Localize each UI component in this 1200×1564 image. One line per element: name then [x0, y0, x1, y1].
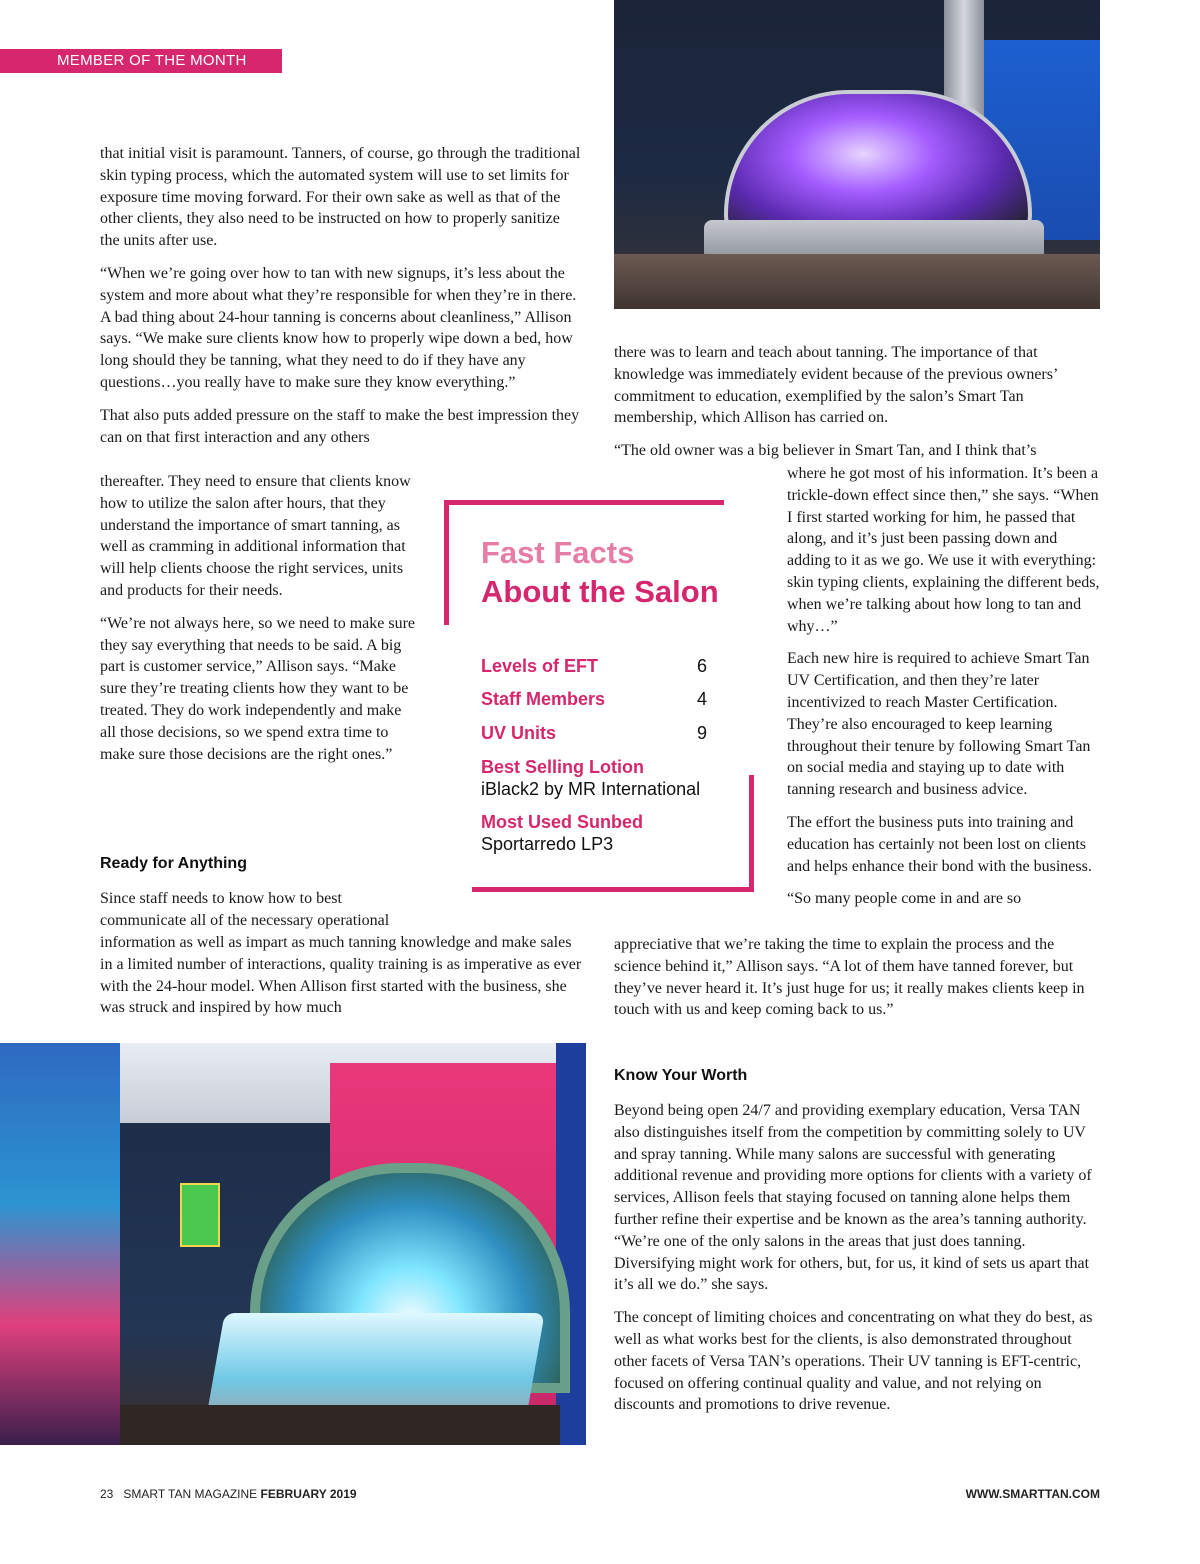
fast-facts-border-top [444, 500, 724, 505]
fact-label: Best Selling Lotion [481, 757, 645, 777]
page-number: 23 [100, 1487, 114, 1501]
fast-facts-title-line2: About the Salon [481, 574, 719, 609]
body-paragraph: appreciative that we’re taking the time to explain the process and the science behind it,” Allison says. “A lot of them have tanned forever, but they’ve never heard it. It’s just huge for us; it really makes clients keep in touch with us and keep coming back to us.” [614, 936, 1085, 1019]
right-column-bottom [614, 1100, 1100, 1427]
fact-label: Levels of EFT [481, 656, 599, 676]
fact-value: 6 [696, 656, 707, 676]
fact-most-used-sunbed [481, 811, 643, 855]
fast-facts-border-left [444, 500, 449, 625]
body-paragraph: “When we’re going over how to tan with new signups, it’s less about the system and more about what they’re responsible for when they’re in there. A bad thing about 24-hour tanning is concerns about cleanliness,” Allison says. “We make sure clients know how to properly wipe down a bed, how long should they be tanning, what they need to do if they have any questions…you really have to make sure they know everything.” [100, 264, 577, 391]
body-paragraph: there was to learn and teach about tanning. The importance of that knowledge was immediately evident because of the previous owners’ commitment to education, exemplified by the salon’s Smart Tan membership, which Allison has carried on. [614, 344, 1058, 427]
fast-facts-title [481, 533, 719, 611]
fast-facts-title-line1: Fast Facts [481, 535, 635, 570]
footer-url: WWW.SMARTTAN.COM [965, 1487, 1100, 1501]
fact-label: UV Units [481, 723, 557, 743]
fact-levels-of-eft [481, 656, 707, 677]
tanning-bed-photo [0, 1043, 586, 1445]
body-paragraph: “We’re not always here, so we need to make sure they say everything that needs to be said. A big part is customer service,” Allison says. “Make sure they’re treating clients how they want to be treated. They do work independently and make all those decisions, so we spend extra time to make sure those decisions are the right ones.” [100, 614, 416, 763]
body-paragraph: Each new hire is required to achieve Smart Tan UV Certification, and then they’re later incentivized to reach Master Certification. They’re also encouraged to keep learning throughout their tenure by following Smart Tan on social media and staying up to date with tanning research and business advice. [787, 650, 1091, 799]
magazine-name: SMART TAN MAGAZINE [123, 1487, 258, 1501]
fast-facts-border-bottom [472, 887, 754, 892]
body-paragraph: “The old owner was a big believer in Smart Tan, and I think that’s [614, 442, 1037, 460]
fact-value: 4 [696, 689, 707, 709]
body-paragraph: Beyond being open 24/7 and providing exemplary education, Versa TAN also distinguishes itself from the competition by committing solely to UV and spray tanning. While many salons are successful with generating additional revenue and providing more options for clients with a variety of services, Allison feels that staying focused on tanning alone helps them further refine their expertise and be known as the area’s tanning authority. “We’re one of the only salons in the areas that just does tanning. Diversifying might work for others, but, for us, it kind of sets us apart that it’s all we do.” she says. [614, 1102, 1092, 1294]
fast-facts-border-right [749, 775, 754, 892]
body-paragraph: That also puts added pressure on the staff to make the best impression they can on that first interaction and any others [100, 406, 580, 446]
tanning-pod-photo [614, 0, 1100, 309]
fact-best-selling-lotion [481, 756, 700, 800]
fact-uv-units [481, 723, 707, 744]
fact-label: Most Used Sunbed [481, 812, 644, 832]
issue-date: FEBRUARY 2019 [260, 1487, 357, 1501]
body-paragraph: information as well as impart as much tanning knowledge and make sales in a limited number of interactions, quality training is as imperative as ever with the 24-hour model. When Allison first started with the business, she was struck and inspired by how much [100, 934, 582, 1017]
fact-label: Staff Members [481, 689, 606, 709]
left-column-top [100, 143, 582, 448]
body-paragraph: The effort the business puts into training and education has certainly not been lost on clients and helps enhance their bond with the business. [787, 813, 1092, 875]
right-column-top [614, 342, 1100, 462]
fact-staff-members [481, 689, 707, 710]
body-paragraph: thereafter. They need to ensure that clients know how to utilize the salon after hours, that they understand the importance of smart tanning, as well as cramming in additional information that will help clients choose the right services, units and products for their needs. [100, 473, 411, 599]
body-paragraph: Since staff needs to know how to best communicate all of the necessary operational [100, 890, 390, 929]
body-paragraph: “So many people come in and are so [787, 890, 1022, 908]
left-column-wrap [100, 471, 420, 776]
section-heading: Ready for Anything [100, 855, 247, 872]
footer-left [100, 1487, 357, 1501]
section-banner [0, 49, 282, 73]
body-paragraph: The concept of limiting choices and concentrating on what they do best, as well as what works best for the clients, is also demonstrated throughout other facets of Versa TAN’s operations. Their UV tanning is EFT-centric, focused on offering continual quality and value, and not relying on discounts and promotions to drive revenue. [614, 1309, 1093, 1414]
section-label: MEMBER OF THE MONTH [57, 52, 247, 69]
fact-value: Sportarredo LP3 [481, 834, 614, 854]
fact-value: 9 [696, 723, 707, 743]
right-column-wrap [787, 463, 1100, 910]
fact-value: iBlack2 by MR International [481, 779, 701, 799]
body-paragraph: that initial visit is paramount. Tanners, of course, go through the traditional skin typing process, which the automated system will use to set limits for exposure time moving forward. For their own sake as well as that of the other clients, they also need to be instructed on how to properly sanitize the units after use. [100, 145, 581, 250]
section-heading: Know Your Worth [614, 1067, 748, 1084]
body-paragraph: where he got most of his information. It’s been a trickle-down effect since then,” she says. “When I first started working for him, he passed that along, and it’s just been passing down and adding to it as we go. We use it with everything: skin typing clients, explaining the different beds, when we’re talking about how long to tan and why…” [787, 465, 1100, 635]
